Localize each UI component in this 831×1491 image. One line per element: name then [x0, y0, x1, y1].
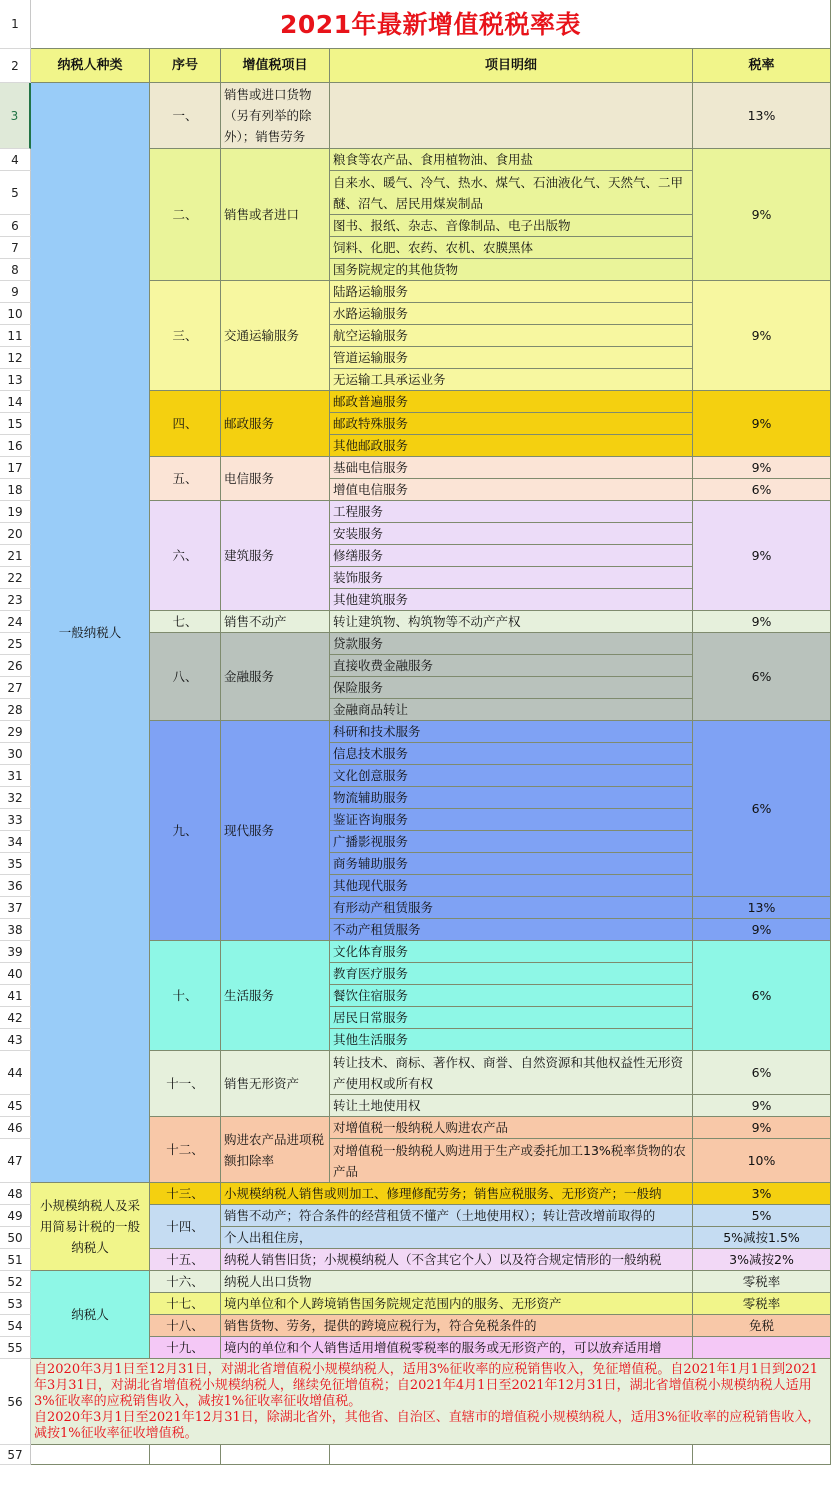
detail-cell[interactable] — [330, 1095, 693, 1117]
tax-rate-cell[interactable] — [693, 457, 831, 479]
detail-cell[interactable] — [330, 589, 693, 611]
tax-rate-cell-text: 9% — [751, 207, 772, 222]
sequence-cell[interactable] — [150, 457, 221, 501]
tax-rate-cell-text: 3% — [751, 1186, 772, 1201]
detail-cell-text: 对增值税一般纳税人购进农产品 — [333, 1120, 509, 1135]
row-header[interactable]: 43 — [0, 1029, 31, 1051]
vat-item-cell[interactable] — [221, 941, 330, 1051]
sequence-cell[interactable] — [150, 1117, 221, 1183]
sequence-cell[interactable] — [150, 281, 221, 391]
row-header[interactable]: 26 — [0, 655, 31, 677]
tax-rate-cell-text: 9% — [751, 328, 772, 343]
vat-item-cell[interactable] — [221, 457, 330, 501]
description-cell-text: 个人出租住房， — [224, 1230, 312, 1245]
taxpayer-type-general-text: 一般纳税人 — [58, 625, 122, 640]
detail-cell-text: 不动产租赁服务 — [333, 922, 421, 937]
row-header[interactable]: 42 — [0, 1007, 31, 1029]
column-header[interactable] — [693, 49, 831, 83]
vat-item-cell-text: 生活服务 — [224, 988, 275, 1003]
column-header-text: 纳税人种类 — [57, 58, 123, 73]
detail-cell[interactable] — [330, 941, 693, 963]
row-header[interactable]: 49 — [0, 1205, 31, 1227]
detail-cell-text: 国务院规定的其他货物 — [333, 262, 459, 277]
detail-cell-text: 图书、报纸、杂志、音像制品、电子出版物 — [333, 218, 571, 233]
tax-rate-cell-text: 3%减按2% — [729, 1252, 794, 1267]
row-header[interactable]: 31 — [0, 765, 31, 787]
detail-cell[interactable] — [330, 721, 693, 743]
tax-rate-cell-text: 5%减按1.5% — [723, 1230, 800, 1245]
tax-rate-cell-text: 9% — [751, 548, 772, 563]
row-header[interactable]: 15 — [0, 413, 31, 435]
sequence-cell[interactable] — [150, 1183, 221, 1205]
row-header[interactable]: 1 — [0, 0, 31, 49]
row-header[interactable]: 36 — [0, 875, 31, 897]
taxpayer-type-small-scale[interactable] — [31, 1183, 150, 1271]
detail-cell-text: 保险服务 — [333, 680, 384, 695]
detail-cell-text: 信息技术服务 — [333, 746, 409, 761]
vat-item-cell[interactable] — [221, 149, 330, 281]
tax-rate-cell-text: 9% — [751, 460, 772, 475]
detail-cell[interactable] — [330, 897, 693, 919]
detail-cell-text: 教育医疗服务 — [333, 966, 409, 981]
detail-cell[interactable] — [330, 1051, 693, 1095]
detail-cell-text: 直接收费金融服务 — [333, 658, 434, 673]
vat-item-cell-text: 销售或者进口 — [224, 207, 300, 222]
detail-cell-text: 水路运输服务 — [333, 306, 409, 321]
detail-cell[interactable] — [330, 479, 693, 501]
detail-cell-text: 居民日常服务 — [333, 1010, 409, 1025]
description-cell[interactable] — [221, 1205, 693, 1227]
tax-rate-cell[interactable] — [693, 1183, 831, 1205]
tax-rate-cell-text: 9% — [751, 922, 772, 937]
detail-cell[interactable] — [330, 809, 693, 831]
sequence-cell-text: 十五、 — [166, 1252, 204, 1267]
vat-item-cell[interactable] — [221, 633, 330, 721]
sequence-cell-text: 三、 — [172, 328, 198, 343]
description-cell[interactable] — [221, 1337, 693, 1359]
detail-cell-text: 转让建筑物、构筑物等不动产产权 — [333, 614, 521, 629]
row-header[interactable]: 56 — [0, 1359, 31, 1445]
detail-cell[interactable] — [330, 765, 693, 787]
detail-cell[interactable] — [330, 501, 693, 523]
policy-note[interactable] — [31, 1359, 831, 1445]
column-header[interactable] — [330, 49, 693, 83]
tax-rate-cell[interactable] — [693, 1271, 831, 1293]
sequence-cell[interactable] — [150, 1249, 221, 1271]
sequence-cell[interactable] — [150, 1205, 221, 1249]
detail-cell[interactable] — [330, 545, 693, 567]
taxpayer-type-other-text: 纳税人 — [71, 1307, 109, 1322]
detail-cell[interactable] — [330, 699, 693, 721]
sequence-cell[interactable] — [150, 1271, 221, 1293]
vat-item-cell[interactable] — [221, 281, 330, 391]
detail-cell-text: 邮政普遍服务 — [333, 394, 409, 409]
description-cell-text: 纳税人销售旧货；小规模纳税人（不含其它个人）以及符合规定情形的一般纳税 — [224, 1252, 662, 1267]
detail-cell[interactable] — [330, 457, 693, 479]
column-header-text: 项目明细 — [484, 58, 537, 73]
row-header[interactable]: 2 — [0, 49, 31, 83]
description-cell[interactable] — [221, 1271, 693, 1293]
sequence-cell-text: 二、 — [172, 207, 198, 222]
detail-cell-text: 文化体育服务 — [333, 944, 409, 959]
row-header[interactable]: 8 — [0, 259, 31, 281]
tax-rate-cell[interactable] — [693, 501, 831, 611]
tax-rate-cell-text: 零税率 — [742, 1296, 781, 1311]
taxpayer-type-general[interactable] — [31, 83, 150, 1183]
detail-cell-text: 其他生活服务 — [333, 1032, 409, 1047]
detail-cell[interactable] — [330, 963, 693, 985]
row-header[interactable]: 25 — [0, 633, 31, 655]
row-header[interactable]: 45 — [0, 1095, 31, 1117]
row-header[interactable]: 11 — [0, 325, 31, 347]
row-header[interactable]: 34 — [0, 831, 31, 853]
empty-cell[interactable] — [221, 1445, 330, 1465]
sequence-cell-text: 十一、 — [166, 1076, 204, 1091]
row-header[interactable]: 14 — [0, 391, 31, 413]
detail-cell[interactable] — [330, 677, 693, 699]
column-header-text: 增值税项目 — [242, 58, 308, 73]
row-header[interactable]: 27 — [0, 677, 31, 699]
row-header[interactable]: 12 — [0, 347, 31, 369]
detail-cell-text: 其他建筑服务 — [333, 592, 409, 607]
description-cell[interactable] — [221, 1249, 693, 1271]
tax-rate-cell[interactable] — [693, 83, 831, 149]
tax-rate-cell-text: 6% — [751, 482, 772, 497]
description-cell[interactable] — [221, 1227, 693, 1249]
detail-cell[interactable] — [330, 655, 693, 677]
tax-rate-cell[interactable] — [693, 721, 831, 897]
row-header[interactable]: 7 — [0, 237, 31, 259]
sequence-cell[interactable] — [150, 1293, 221, 1315]
sequence-cell[interactable] — [150, 721, 221, 941]
vat-item-cell-text: 交通运输服务 — [224, 328, 300, 343]
detail-cell[interactable] — [330, 1139, 693, 1183]
tax-rate-cell-text: 免税 — [748, 1318, 774, 1333]
tax-rate-cell[interactable] — [693, 941, 831, 1051]
detail-cell[interactable] — [330, 435, 693, 457]
sequence-cell[interactable] — [150, 611, 221, 633]
tax-rate-cell[interactable] — [693, 611, 831, 633]
tax-rate-cell[interactable] — [693, 1227, 831, 1249]
detail-cell-text: 文化创意服务 — [333, 768, 409, 783]
detail-cell[interactable] — [330, 237, 693, 259]
tax-rate-cell[interactable] — [693, 149, 831, 281]
vat-item-cell-text: 销售或进口货物（另有列举的除外）；销售劳务 — [224, 87, 312, 144]
empty-cell[interactable] — [330, 1445, 693, 1465]
row-header[interactable]: 23 — [0, 589, 31, 611]
sequence-cell[interactable] — [150, 83, 221, 149]
sequence-cell-text: 九、 — [172, 823, 198, 838]
sequence-cell-text: 十二、 — [166, 1142, 204, 1157]
row-header[interactable]: 44 — [0, 1051, 31, 1095]
sequence-cell-text: 十六、 — [166, 1274, 204, 1289]
row-header[interactable]: 38 — [0, 919, 31, 941]
column-header-text: 序号 — [171, 58, 198, 73]
vat-item-cell[interactable] — [221, 721, 330, 941]
detail-cell[interactable] — [330, 1117, 693, 1139]
vat-item-cell-text: 电信服务 — [224, 471, 275, 486]
tax-rate-cell-text: 9% — [751, 1120, 772, 1135]
detail-cell[interactable] — [330, 1029, 693, 1051]
detail-cell-text: 粮食等农产品、食用植物油、食用盐 — [333, 152, 534, 167]
row-header[interactable]: 13 — [0, 369, 31, 391]
vat-item-cell[interactable] — [221, 501, 330, 611]
detail-cell-text: 广播影视服务 — [333, 834, 409, 849]
row-header[interactable]: 10 — [0, 303, 31, 325]
column-header[interactable] — [150, 49, 221, 83]
detail-cell[interactable] — [330, 919, 693, 941]
tax-rate-cell[interactable] — [693, 1139, 831, 1183]
sequence-cell-text: 五、 — [172, 471, 198, 486]
row-header[interactable]: 35 — [0, 853, 31, 875]
description-cell-text: 境内单位和个人跨境销售国务院规定范围内的服务、无形资产 — [224, 1296, 562, 1311]
tax-rate-cell[interactable] — [693, 1117, 831, 1139]
row-header[interactable]: 3 — [0, 83, 31, 149]
detail-cell-text: 邮政特殊服务 — [333, 416, 409, 431]
row-header[interactable]: 51 — [0, 1249, 31, 1271]
detail-cell-text: 转让技术、商标、著作权、商誉、自然资源和其他权益性无形资产使用权或所有权 — [333, 1054, 684, 1091]
sequence-cell[interactable] — [150, 1337, 221, 1359]
tax-rate-cell[interactable] — [693, 1051, 831, 1095]
row-header[interactable]: 54 — [0, 1315, 31, 1337]
detail-cell-text: 其他现代服务 — [333, 878, 409, 893]
detail-cell-text: 餐饮住宿服务 — [333, 988, 409, 1003]
sequence-cell-text: 四、 — [172, 416, 198, 431]
vat-item-cell-text: 邮政服务 — [224, 416, 275, 431]
tax-rate-cell[interactable] — [693, 1095, 831, 1117]
detail-cell[interactable] — [330, 391, 693, 413]
tax-rate-cell-text: 13% — [747, 900, 776, 915]
detail-cell-text: 鉴证咨询服务 — [333, 812, 409, 827]
tax-rate-cell[interactable] — [693, 391, 831, 457]
sequence-cell[interactable] — [150, 391, 221, 457]
tax-rate-cell[interactable] — [693, 1337, 831, 1359]
detail-cell[interactable] — [330, 325, 693, 347]
detail-cell[interactable] — [330, 611, 693, 633]
detail-cell[interactable] — [330, 83, 693, 149]
row-header[interactable]: 33 — [0, 809, 31, 831]
taxpayer-type-small-scale-text: 小规模纳税人及采用简易计税的一般纳税人 — [39, 1198, 140, 1255]
detail-cell-text: 饲料、化肥、农药、农机、农膜黑体 — [333, 240, 534, 255]
column-header[interactable] — [31, 49, 150, 83]
tax-rate-cell-text: 10% — [747, 1153, 776, 1168]
description-cell[interactable] — [221, 1183, 693, 1205]
vat-item-cell-text: 销售不动产 — [224, 614, 287, 629]
detail-cell[interactable] — [330, 171, 693, 215]
detail-cell-text: 工程服务 — [333, 504, 384, 519]
row-header[interactable]: 30 — [0, 743, 31, 765]
empty-cell[interactable] — [693, 1445, 831, 1465]
description-cell-text: 境内的单位和个人销售适用增值税零税率的服务或无形资产的，可以放弃适用增 — [224, 1340, 662, 1355]
detail-cell-text: 对增值税一般纳税人购进用于生产或委托加工13%税率货物的农产品 — [333, 1142, 686, 1179]
detail-cell-text: 商务辅助服务 — [333, 856, 409, 871]
detail-cell-text: 安装服务 — [333, 526, 384, 541]
row-header[interactable]: 41 — [0, 985, 31, 1007]
vat-item-cell-text: 建筑服务 — [224, 548, 275, 563]
sequence-cell-text: 八、 — [172, 669, 198, 684]
detail-cell-text: 增值电信服务 — [333, 482, 409, 497]
sequence-cell[interactable] — [150, 149, 221, 281]
description-cell-text: 小规模纳税人销售或则加工、修理修配劳务；销售应税服务、无形资产；一般纳 — [224, 1186, 662, 1201]
vat-item-cell[interactable] — [221, 1117, 330, 1183]
detail-cell[interactable] — [330, 523, 693, 545]
sequence-cell-text: 十三、 — [166, 1186, 204, 1201]
detail-cell-text: 自来水、暖气、冷气、热水、煤气、石油液化气、天然气、二甲醚、沼气、居民用煤炭制品 — [333, 174, 684, 211]
row-header[interactable]: 39 — [0, 941, 31, 963]
detail-cell[interactable] — [330, 787, 693, 809]
row-header[interactable]: 52 — [0, 1271, 31, 1293]
tax-rate-cell-text: 9% — [751, 416, 772, 431]
vat-item-cell-text: 销售无形资产 — [224, 1076, 300, 1091]
detail-cell[interactable] — [330, 875, 693, 897]
detail-cell-text: 无运输工具承运业务 — [333, 372, 446, 387]
row-header[interactable]: 18 — [0, 479, 31, 501]
detail-cell-text: 装饰服务 — [333, 570, 384, 585]
row-header[interactable]: 22 — [0, 567, 31, 589]
detail-cell-text: 航空运输服务 — [333, 328, 409, 343]
tax-rate-cell-text: 5% — [751, 1208, 772, 1223]
vat-item-cell-text: 购进农产品进项税额扣除率 — [224, 1131, 325, 1168]
detail-cell[interactable] — [330, 149, 693, 171]
detail-cell-text: 转让土地使用权 — [333, 1098, 421, 1113]
tax-rate-cell[interactable] — [693, 1249, 831, 1271]
empty-cell[interactable] — [31, 1445, 150, 1465]
row-header[interactable]: 40 — [0, 963, 31, 985]
detail-cell[interactable] — [330, 259, 693, 281]
vat-item-cell[interactable] — [221, 611, 330, 633]
sequence-cell[interactable] — [150, 941, 221, 1051]
tax-rate-cell-text: 9% — [751, 614, 772, 629]
detail-cell[interactable] — [330, 567, 693, 589]
tax-rate-cell[interactable] — [693, 479, 831, 501]
detail-cell[interactable] — [330, 633, 693, 655]
tax-rate-cell-text: 零税率 — [742, 1274, 781, 1289]
sequence-cell[interactable] — [150, 1315, 221, 1337]
sequence-cell-text: 七、 — [172, 614, 198, 629]
tax-rate-cell[interactable] — [693, 1205, 831, 1227]
detail-cell-text: 修缮服务 — [333, 548, 384, 563]
sequence-cell[interactable] — [150, 633, 221, 721]
sheet-title[interactable] — [31, 0, 831, 49]
tax-rate-cell-text: 6% — [751, 669, 772, 684]
description-cell-text: 销售不动产；符合条件的经营租赁不懂产（土地使用权）；转让营改增前取得的 — [224, 1208, 656, 1223]
column-header-text: 税率 — [748, 58, 775, 73]
vat-item-cell[interactable] — [221, 391, 330, 457]
detail-cell[interactable] — [330, 853, 693, 875]
detail-cell[interactable] — [330, 303, 693, 325]
description-cell-text: 纳税人出口货物 — [224, 1274, 312, 1289]
tax-rate-cell-text: 9% — [751, 1098, 772, 1113]
sequence-cell-text: 十九、 — [166, 1340, 204, 1355]
detail-cell-text: 陆路运输服务 — [333, 284, 409, 299]
row-header[interactable]: 5 — [0, 171, 31, 215]
row-header[interactable]: 47 — [0, 1139, 31, 1183]
sequence-cell[interactable] — [150, 1051, 221, 1117]
detail-cell-text: 金融商品转让 — [333, 702, 409, 717]
detail-cell-text: 有形动产租赁服务 — [333, 900, 434, 915]
detail-cell-text: 其他邮政服务 — [333, 438, 409, 453]
vat-item-cell-text: 现代服务 — [224, 823, 275, 838]
row-header[interactable]: 48 — [0, 1183, 31, 1205]
detail-cell-text: 物流辅助服务 — [333, 790, 409, 805]
description-cell[interactable] — [221, 1293, 693, 1315]
sequence-cell-text: 一、 — [172, 108, 198, 123]
row-header[interactable]: 19 — [0, 501, 31, 523]
tax-rate-cell-text: 13% — [747, 108, 776, 123]
detail-cell-text: 基础电信服务 — [333, 460, 409, 475]
row-header[interactable]: 16 — [0, 435, 31, 457]
row-header[interactable]: 46 — [0, 1117, 31, 1139]
detail-cell-text: 管道运输服务 — [333, 350, 409, 365]
row-header[interactable]: 21 — [0, 545, 31, 567]
detail-cell[interactable] — [330, 369, 693, 391]
tax-rate-cell[interactable] — [693, 281, 831, 391]
description-cell-text: 销售货物、劳务，提供的跨境应税行为，符合免税条件的 — [224, 1318, 537, 1333]
detail-cell[interactable] — [330, 743, 693, 765]
description-cell[interactable] — [221, 1315, 693, 1337]
row-header[interactable]: 32 — [0, 787, 31, 809]
detail-cell[interactable] — [330, 347, 693, 369]
vat-item-cell[interactable] — [221, 83, 330, 149]
row-header[interactable]: 57 — [0, 1445, 31, 1465]
empty-cell[interactable] — [150, 1445, 221, 1465]
column-header[interactable] — [221, 49, 330, 83]
row-header[interactable]: 20 — [0, 523, 31, 545]
row-header[interactable]: 17 — [0, 457, 31, 479]
tax-rate-cell[interactable] — [693, 897, 831, 919]
detail-cell[interactable] — [330, 413, 693, 435]
sequence-cell[interactable] — [150, 501, 221, 611]
detail-cell[interactable] — [330, 1007, 693, 1029]
sequence-cell-text: 十八、 — [166, 1318, 204, 1333]
tax-rate-cell-text: 6% — [751, 1065, 772, 1080]
vat-item-cell-text: 金融服务 — [224, 669, 275, 684]
detail-cell-text: 贷款服务 — [333, 636, 384, 651]
sheet-title-text: 2021年最新增值税税率表 — [279, 9, 582, 39]
detail-cell[interactable] — [330, 831, 693, 853]
tax-rate-cell-text: 6% — [751, 988, 772, 1003]
sequence-cell-text: 十四、 — [166, 1219, 204, 1234]
tax-rate-cell[interactable] — [693, 919, 831, 941]
row-header[interactable]: 37 — [0, 897, 31, 919]
row-header[interactable]: 53 — [0, 1293, 31, 1315]
detail-cell[interactable] — [330, 281, 693, 303]
tax-rate-cell-text: 6% — [751, 801, 772, 816]
detail-cell[interactable] — [330, 215, 693, 237]
sequence-cell-text: 六、 — [172, 548, 198, 563]
sequence-cell-text: 十、 — [172, 988, 198, 1003]
row-header[interactable]: 24 — [0, 611, 31, 633]
detail-cell-text: 科研和技术服务 — [333, 724, 421, 739]
row-header[interactable]: 6 — [0, 215, 31, 237]
row-header[interactable]: 4 — [0, 149, 31, 171]
row-header[interactable]: 50 — [0, 1227, 31, 1249]
policy-note-text: 自2020年3月1日至12月31日，对湖北省增值税小规模纳税人，适用3%征收率的应税销售收入，免征增值税。自2021年1月1日到2021年3月31日，对湖北省增值税小规模纳税人，继续免征增值税；自2021年4月1日至2021年12月31日，湖北省增值税小规模纳税人适用3%征收率的应税销售收入，减按1%征收率征收增值税。 自2020年3月1日至2021年12月31日，除湖北省外，其他省、自治区、直辖市的增值税小规模纳税人，适用3%征收率的应税销售收入，减按1%征收率征收增值税。 — [34, 1361, 821, 1441]
row-header[interactable]: 28 — [0, 699, 31, 721]
sequence-cell-text: 十七、 — [166, 1296, 204, 1311]
tax-rate-cell[interactable] — [693, 1315, 831, 1337]
tax-rate-cell[interactable] — [693, 1293, 831, 1315]
row-header[interactable]: 55 — [0, 1337, 31, 1359]
tax-rate-cell[interactable] — [693, 633, 831, 721]
row-header[interactable]: 29 — [0, 721, 31, 743]
taxpayer-type-other[interactable] — [31, 1271, 150, 1359]
vat-item-cell[interactable] — [221, 1051, 330, 1117]
row-header[interactable]: 9 — [0, 281, 31, 303]
detail-cell[interactable] — [330, 985, 693, 1007]
